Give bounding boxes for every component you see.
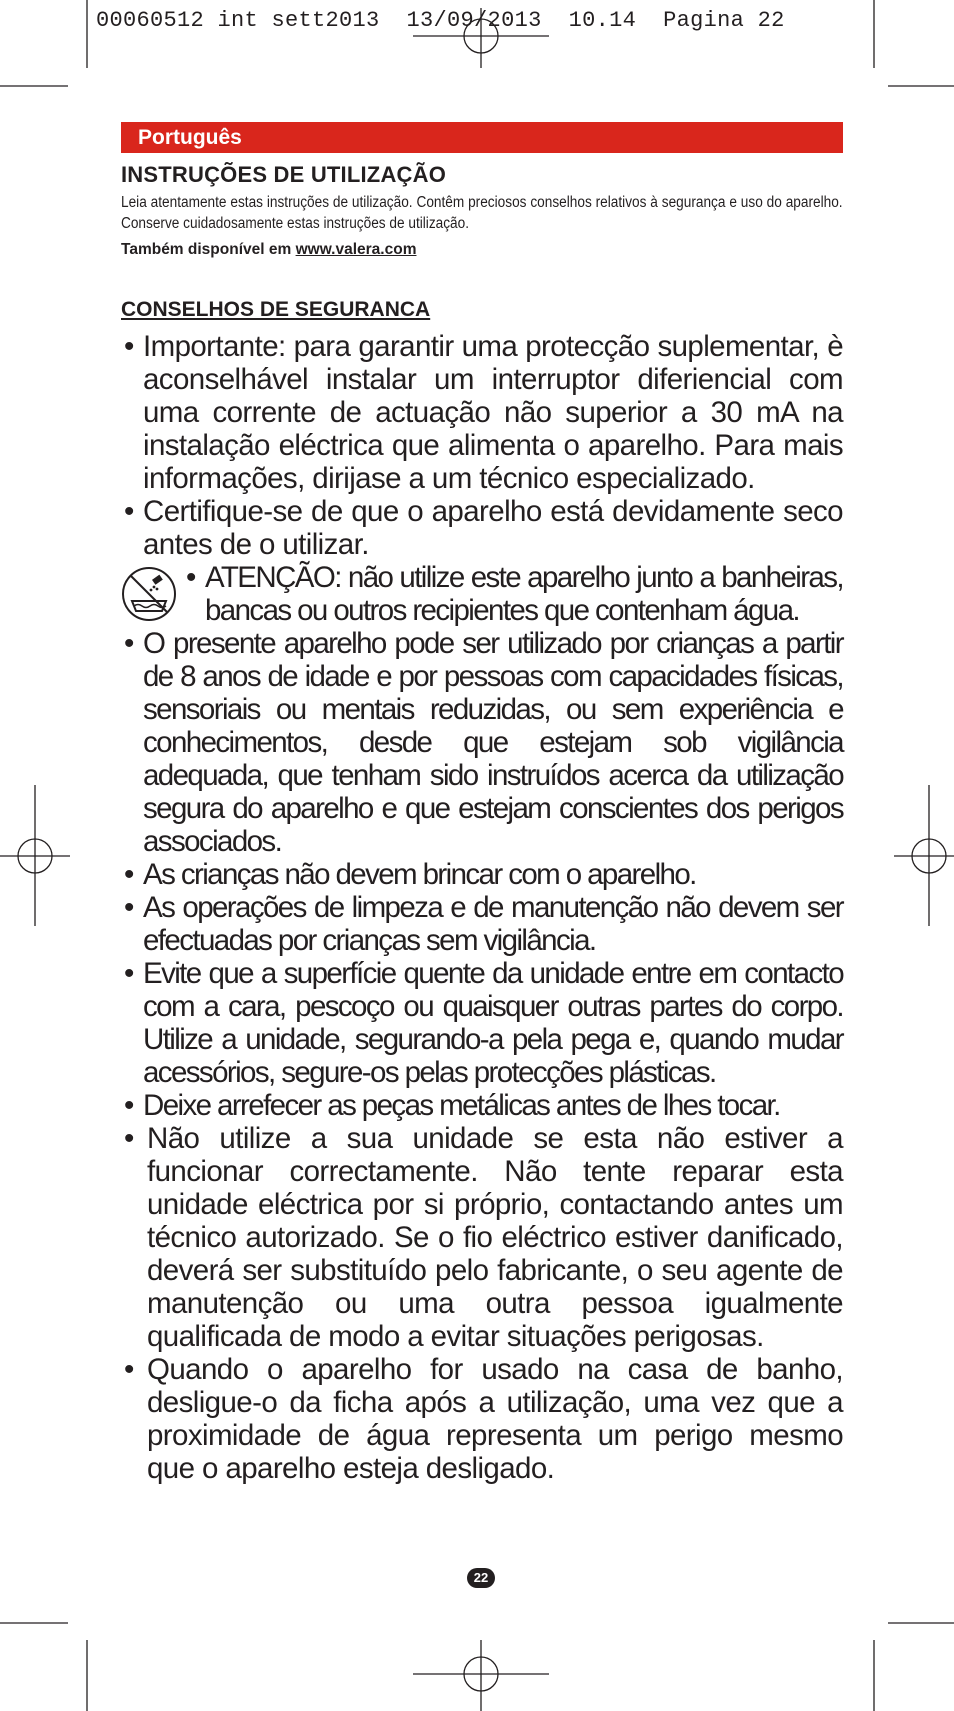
intro-text: Leia atentamente estas instruções de utilização. Contêm preciosos conselhos relativos à segurança e uso do aparelho. Conserve cuidadosamente estas instruções de utilização. (121, 194, 843, 232)
bullet: • (124, 858, 133, 891)
registration-mark-icon (413, 1640, 549, 1711)
list-item-text: Deixe arrefecer as peças metálicas antes de lhes tocar. (143, 1089, 780, 1122)
list-item (124, 330, 843, 495)
page-title: INSTRUÇÕES DE UTILIZAÇÃO (121, 162, 447, 187)
registration-mark-icon (894, 785, 954, 926)
bullet: • (124, 1122, 134, 1155)
list-item (124, 957, 843, 1089)
language-label: Português (138, 126, 242, 149)
list-item (124, 891, 843, 957)
list-item-text: Não utilize a sua unidade se esta não estiver a funcionar correctamente. Não tente reparar esta unidade eléctrica por si próprio, contactando antes um técnico autorizado. Se o fio eléctrico estiver danificado, deverá ser substituído pelo fabricante, o seu agente de manutenção ou uma outra pessoa igualmente qualificada de modo a evitar situações perigosas. (147, 1122, 843, 1353)
list-item-text: ATENÇÃO: não utilize este aparelho junto a banheiras, bancas ou outros recipientes que contenham água. (205, 561, 843, 627)
list-item (124, 858, 843, 891)
section-title: CONSELHOS DE SEGURANCA (121, 298, 431, 321)
bullet: • (186, 561, 195, 594)
list-item-text: Certifique-se de que o aparelho está devidamente seco antes de o utilizar. (143, 495, 843, 561)
bullet: • (124, 1353, 134, 1386)
list-item-text: As crianças não devem brincar com o aparelho. (143, 858, 696, 891)
print-slug: 00060512 int sett2013 13/09/2013 10.14 Pagina 22 (96, 8, 785, 33)
bullet: • (124, 627, 133, 660)
list-item (124, 1353, 843, 1485)
list-item (124, 1122, 843, 1353)
bullet: • (124, 891, 133, 924)
list-item (124, 561, 843, 627)
list-item-text: Evite que a superfície quente da unidade entre em contacto com a cara, pescoço ou quaisquer outras partes do corpo. Utilize a unidade, segurando-a pela pega e, quando mudar acessórios, segure-os pelas protecções plásticas. (143, 957, 843, 1089)
language-bar (121, 122, 843, 153)
bullet: • (124, 957, 133, 990)
bullet: • (124, 495, 134, 528)
bullet: • (124, 330, 134, 363)
list-item-text: Importante: para garantir uma protecção suplementar, è aconselhável instalar um interruptor diferiencial com uma corrente de actuação não superior a 30 mA na instalação eléctrica que alimenta o aparelho. Para mais informações, dirijase a um técnico especializado. (143, 330, 843, 495)
list-item-text: Quando o aparelho for usado na casa de banho, desligue-o da ficha após a utilização, uma vez que a proximidade de água representa um perigo mesmo que o aparelho esteja desligado. (147, 1353, 843, 1485)
list-item-text: As operações de limpeza e de manutenção não devem ser efectuadas por crianças sem vigilância. (143, 891, 843, 957)
safety-list (124, 330, 843, 1485)
list-item (124, 495, 843, 561)
no-water-near-bathtub-icon (120, 565, 178, 623)
registration-mark-icon (413, 8, 549, 68)
page-number: 22 (467, 1568, 495, 1588)
registration-mark-icon (0, 785, 70, 926)
list-item (124, 1089, 843, 1122)
website-link[interactable]: www.valera.com (295, 241, 417, 258)
availability-label: Também disponível em (121, 241, 292, 258)
list-item (124, 627, 843, 858)
bullet: • (124, 1089, 133, 1122)
availability-line (121, 241, 416, 259)
list-item-text: O presente aparelho pode ser utilizado por crianças a partir de 8 anos de idade e por pessoas com capacidades físicas, sensoriais ou mentais reduzidas, ou sem experiência e conhecimentos, desde que estejam sob vigilância adequada, que tenham sido instruídos acerca da utilização segura do aparelho e que estejam conscientes dos perigos associados. (143, 627, 843, 858)
